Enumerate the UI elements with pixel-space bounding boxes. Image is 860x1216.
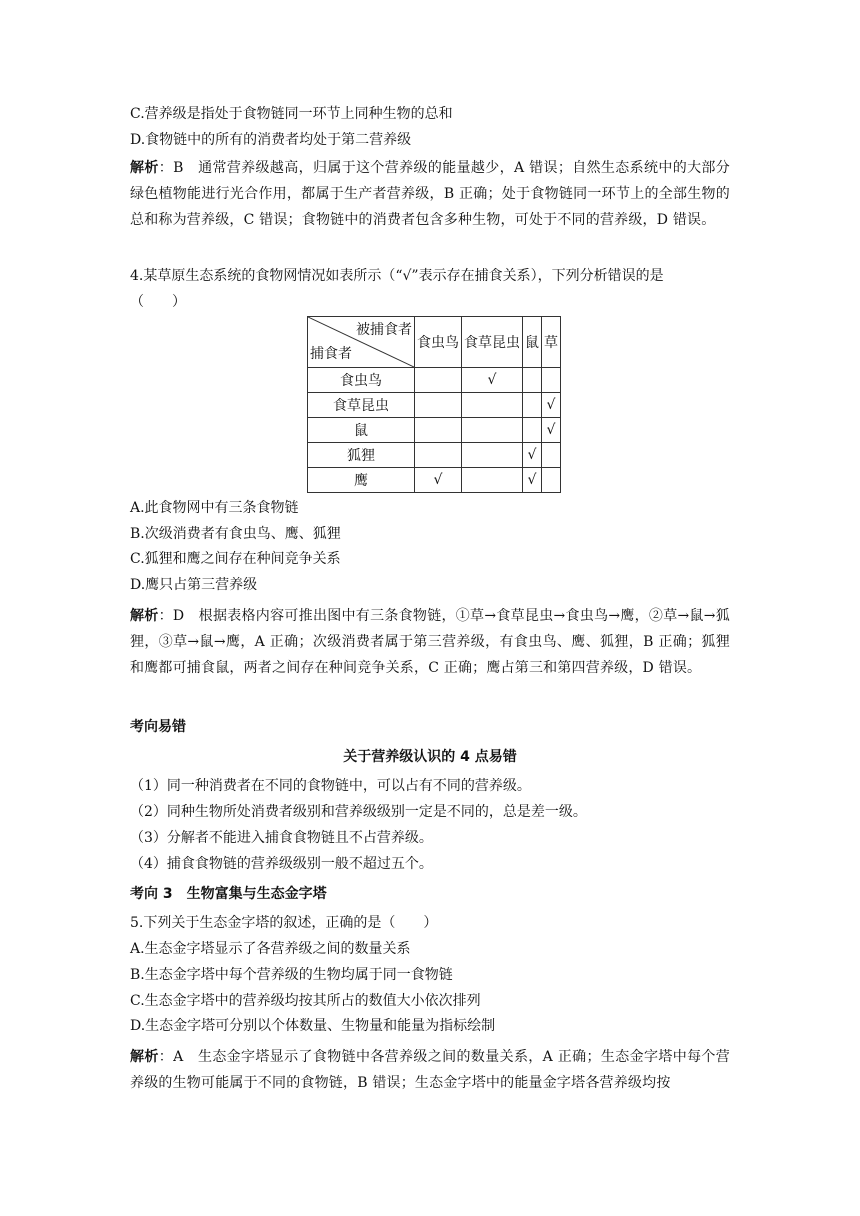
table-cell [415, 368, 462, 393]
q5-stem: 5.下列关于生态金字塔的叙述，正确的是（ ） [130, 915, 438, 931]
q4-option-d: D.鹰只占第三营养级 [130, 577, 258, 593]
table-header-row [308, 317, 561, 368]
analysis-text: 生态金字塔显示了食物链中各营养级之间的数量关系，A 正确；生态金字塔中每个营养级的生物可能属于不同的食物链，B 错误；生态金字塔中的能量金字塔各营养级均按 [130, 1049, 730, 1091]
table-cell: √ [415, 468, 462, 493]
table-row [308, 393, 561, 418]
q5-analysis [130, 1044, 730, 1096]
q5-option-a: A.生态金字塔显示了各营养级之间的数量关系 [130, 941, 411, 957]
q4-stem-line1: 4.某草原生态系统的食物网情况如表所示（“√”表示存在捕食关系），下列分析错误的是 [130, 268, 664, 284]
q4-option-a: A.此食物网中有三条食物链 [130, 500, 299, 516]
pitfalls-title: 关于营养级认识的 4 点易错 [343, 749, 517, 765]
table-cell [415, 418, 462, 443]
analysis-answer: ：D [158, 608, 185, 624]
analysis-answer: ：B [158, 160, 184, 176]
q3-option-d: D.食物链中的所有的消费者均处于第二营养级 [130, 132, 412, 148]
q5-option-c: C.生态金字塔中的营养级均按其所占的数值大小依次排列 [130, 993, 481, 1009]
table-cell [542, 443, 561, 468]
prey-header: 食虫鸟 [415, 317, 462, 368]
table-cell: √ [542, 418, 561, 443]
pitfall-item: （2）同种生物所处消费者级别和营养级级别一定是不同的，总是差一级。 [130, 804, 587, 820]
table-cell [462, 443, 523, 468]
analysis-label: 解析 [130, 1049, 159, 1065]
table-cell: √ [542, 393, 561, 418]
pitfall-item: （1）同一种消费者在不同的食物链中，可以占有不同的营养级。 [130, 778, 531, 794]
section-label-pitfalls: 考向易错 [130, 719, 186, 735]
q3-option-c: C.营养级是指处于食物链同一环节上同种生物的总和 [130, 106, 453, 122]
table-row [308, 443, 561, 468]
table-cell [542, 368, 561, 393]
q4-option-c: C.狐狸和鹰之间存在种间竞争关系 [130, 551, 341, 567]
analysis-answer: ：A [158, 1049, 184, 1065]
table-cell [415, 443, 462, 468]
section-heading: 考向 3 生物富集与生态金字塔 [130, 886, 327, 902]
prey-header: 食草昆虫 [462, 317, 523, 368]
q4-stem-line2: （ ） [130, 294, 186, 310]
corner-predator-label: 捕食者 [310, 346, 352, 362]
q4-option-b: B.次级消费者有食虫鸟、鹰、狐狸 [130, 526, 341, 542]
table-cell [523, 393, 542, 418]
predator-name: 鼠 [308, 418, 415, 443]
prey-header: 鼠 [523, 317, 542, 368]
table-cell: √ [523, 468, 542, 493]
predator-name: 狐狸 [308, 443, 415, 468]
predator-name: 食草昆虫 [308, 393, 415, 418]
pitfall-item: （3）分解者不能进入捕食食物链且不占营养级。 [130, 830, 433, 846]
diagonal-header-cell [308, 317, 415, 368]
analysis-text: 根据表格内容可推出图中有三条食物链，①草→食草昆虫→食虫鸟→鹰，②草→鼠→狐狸，③草→鼠→鹰，A 正确；次级消费者属于第三营养级，有食虫鸟、鹰、狐狸，B 正确；狐狸和鹰都可捕食鼠，两者之间存在种间竞争关系，C 正确；鹰占第三和第四营养级，D 错误。 [130, 608, 731, 676]
analysis-label: 解析 [130, 160, 159, 176]
food-web-table [307, 316, 561, 493]
table-cell [415, 393, 462, 418]
predator-name: 鹰 [308, 468, 415, 493]
table-cell [462, 418, 523, 443]
pitfall-item: （4）捕食食物链的营养级级别一般不超过五个。 [130, 856, 433, 872]
q5-option-b: B.生态金字塔中每个营养级的生物均属于同一食物链 [130, 967, 453, 983]
corner-prey-label: 被捕食者 [356, 322, 412, 338]
table-cell [462, 468, 523, 493]
table-cell: √ [523, 443, 542, 468]
analysis-label: 解析 [130, 608, 159, 624]
predator-name: 食虫鸟 [308, 368, 415, 393]
table-row [308, 368, 561, 393]
table-cell [523, 418, 542, 443]
prey-header: 草 [542, 317, 561, 368]
q3-analysis [130, 155, 730, 233]
analysis-text: 通常营养级越高，归属于这个营养级的能量越少，A 错误；自然生态系统中的大部分绿色植物能进行光合作用，都属于生产者营养级，B 正确；处于食物链同一环节上的全部生物的总和称为营养级，C 错误；食物链中的消费者包含多种生物，可处于不同的营养级，D 错误。 [130, 160, 730, 228]
table-row [308, 468, 561, 493]
q5-option-d: D.生态金字塔可分别以个体数量、生物量和能量为指标绘制 [130, 1018, 496, 1034]
table-cell [523, 368, 542, 393]
q4-analysis [130, 603, 730, 681]
table-cell: √ [462, 368, 523, 393]
table-cell [462, 393, 523, 418]
table-cell [542, 468, 561, 493]
table-row [308, 418, 561, 443]
